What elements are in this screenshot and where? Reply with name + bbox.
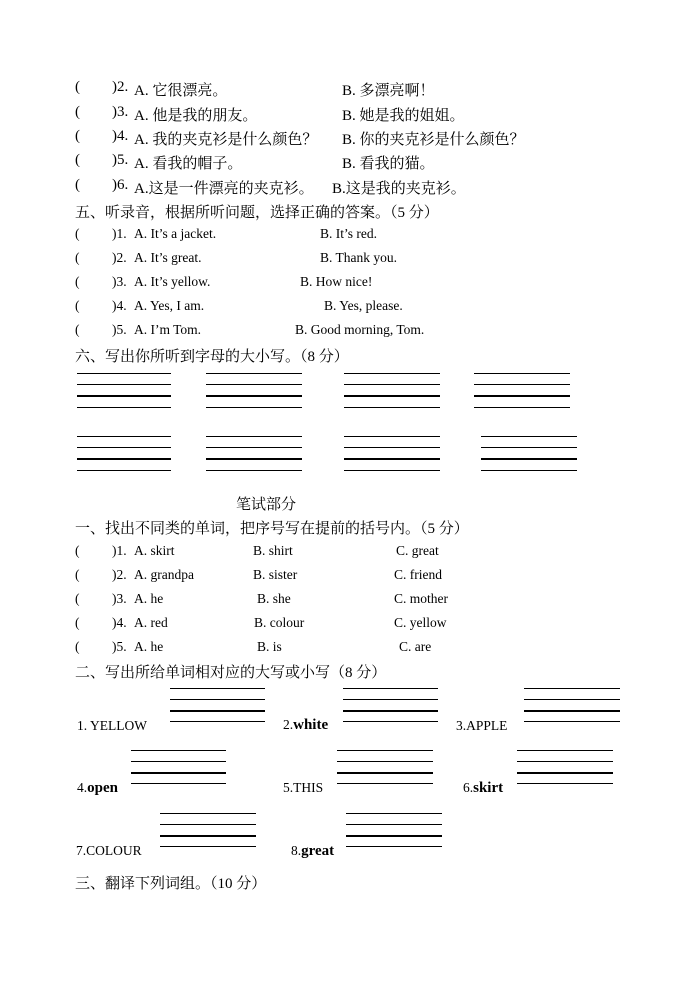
word-number: 8. xyxy=(291,843,302,858)
option-a: A. red xyxy=(134,615,168,630)
writing-grid[interactable] xyxy=(131,750,226,784)
option-c: C. are xyxy=(399,639,432,654)
paren-open: ( xyxy=(75,152,80,168)
option-b: B. 多漂亮啊！ xyxy=(342,83,435,99)
option-a: A. It’s great. xyxy=(134,250,202,265)
writing-grid[interactable] xyxy=(343,688,438,722)
option-c: C. mother xyxy=(394,591,448,606)
item-number: )6. xyxy=(112,177,129,193)
paren-open: ( xyxy=(75,128,80,144)
option-b: B. is xyxy=(257,639,282,654)
option-c: C. great xyxy=(396,543,439,558)
writing-grid[interactable] xyxy=(344,373,440,409)
word-text: white xyxy=(293,717,329,733)
item-number: )2. xyxy=(112,79,129,95)
option-b: B. Yes, please. xyxy=(324,298,403,313)
item-number: )3. xyxy=(112,104,129,120)
word-number: 5. xyxy=(283,780,294,795)
written-1-title: 一、找出不同类的单词，把序号写在提前的括号内。（5 分） xyxy=(75,521,469,537)
word-number: 3. xyxy=(456,718,467,733)
word-item xyxy=(291,842,334,860)
paren-open: ( xyxy=(75,591,80,606)
written-part-title: 笔试部分 xyxy=(236,497,297,513)
option-a: A. Yes, I am. xyxy=(134,298,205,313)
paren-open: ( xyxy=(75,104,80,120)
writing-grid[interactable] xyxy=(524,688,620,722)
word-text: open xyxy=(87,780,118,796)
paren-open: ( xyxy=(75,226,80,241)
option-b: B. colour xyxy=(254,615,305,630)
writing-grid[interactable] xyxy=(77,373,171,409)
word-text: great xyxy=(301,843,335,859)
writing-grid[interactable] xyxy=(344,436,440,472)
writing-grid[interactable] xyxy=(337,750,433,784)
item-number: )4. xyxy=(112,128,129,144)
written-2-title: 二、写出所给单词相对应的大写或小写（8 分） xyxy=(75,665,387,681)
item-number: )2. xyxy=(112,250,127,265)
written-3-title: 三、翻译下列词组。（10 分） xyxy=(75,876,267,892)
option-b: B. she xyxy=(257,591,291,606)
option-c: C. yellow xyxy=(394,615,447,630)
option-a: A. It’s a jacket. xyxy=(134,226,217,241)
word-number: 2. xyxy=(283,717,294,732)
item-number: )1. xyxy=(112,226,127,241)
option-b: B. Thank you. xyxy=(320,250,397,265)
item-number: )3. xyxy=(112,274,127,289)
writing-grid[interactable] xyxy=(206,436,302,472)
word-number: 7. xyxy=(76,843,87,858)
word-text: COLOUR xyxy=(86,843,142,858)
option-a: A. 他是我的朋友。 xyxy=(134,108,258,124)
item-number: )5. xyxy=(112,152,129,168)
word-number: 6. xyxy=(463,780,474,795)
item-number: )4. xyxy=(112,615,127,630)
word-item xyxy=(77,779,118,797)
paren-open: ( xyxy=(75,250,80,265)
word-item xyxy=(76,843,142,859)
option-a: A. I’m Tom. xyxy=(134,322,202,337)
item-number: )2. xyxy=(112,567,127,582)
option-a: A. skirt xyxy=(134,543,175,558)
paren-open: ( xyxy=(75,79,80,95)
word-item xyxy=(77,718,147,734)
option-b: B. shirt xyxy=(253,543,293,558)
paren-open: ( xyxy=(75,615,80,630)
paren-open: ( xyxy=(75,274,80,289)
writing-grid[interactable] xyxy=(481,436,577,472)
paren-open: ( xyxy=(75,177,80,193)
option-b: B. It’s red. xyxy=(320,226,377,241)
writing-grid[interactable] xyxy=(170,688,265,722)
writing-grid[interactable] xyxy=(474,373,570,409)
word-text: APPLE xyxy=(466,718,508,733)
option-a: A. grandpa xyxy=(134,567,194,582)
paren-open: ( xyxy=(75,639,80,654)
option-c: C. friend xyxy=(394,567,442,582)
writing-grid[interactable] xyxy=(206,373,302,409)
option-a: A. he xyxy=(134,591,164,606)
writing-grid[interactable] xyxy=(346,813,442,847)
option-b: B.这是我的夹克衫。 xyxy=(332,181,466,197)
option-a: A. 我的夹克衫是什么颜色？ xyxy=(134,132,318,148)
item-number: )3. xyxy=(112,591,127,606)
writing-grid[interactable] xyxy=(160,813,256,847)
paren-open: ( xyxy=(75,567,80,582)
item-number: )5. xyxy=(112,322,127,337)
option-a: A.这是一件漂亮的夹克衫。 xyxy=(134,181,314,197)
word-item xyxy=(463,779,503,797)
word-item xyxy=(456,718,507,734)
word-item xyxy=(283,780,323,796)
option-a: A. 看我的帽子。 xyxy=(134,156,243,172)
option-b: B. 看我的猫。 xyxy=(342,156,435,172)
writing-grid[interactable] xyxy=(77,436,171,472)
item-number: )5. xyxy=(112,639,127,654)
option-a: A. he xyxy=(134,639,164,654)
option-b: B. sister xyxy=(253,567,298,582)
paren-open: ( xyxy=(75,322,80,337)
word-text: skirt xyxy=(473,780,504,796)
word-number: 4. xyxy=(77,780,88,795)
word-text: YELLOW xyxy=(90,718,147,733)
option-b: B. How nice! xyxy=(300,274,373,289)
item-number: )1. xyxy=(112,543,127,558)
word-text: THIS xyxy=(293,780,324,795)
option-b: B. 你的夹克衫是什么颜色？ xyxy=(342,132,525,148)
paren-open: ( xyxy=(75,298,80,313)
option-b: B. 她是我的姐姐。 xyxy=(342,108,465,124)
option-a: A. It’s yellow. xyxy=(134,274,211,289)
word-number: 1. xyxy=(77,718,90,733)
paren-open: ( xyxy=(75,543,80,558)
writing-grid[interactable] xyxy=(517,750,613,784)
section-5-title: 五、听录音，根据所听问题，选择正确的答案。（5 分） xyxy=(75,205,439,221)
word-item xyxy=(283,716,328,734)
section-6-title: 六、写出你所听到字母的大小写。（8 分） xyxy=(75,349,349,365)
option-b: B. Good morning, Tom. xyxy=(295,322,425,337)
option-a: A. 它很漂亮。 xyxy=(134,83,228,99)
item-number: )4. xyxy=(112,298,127,313)
